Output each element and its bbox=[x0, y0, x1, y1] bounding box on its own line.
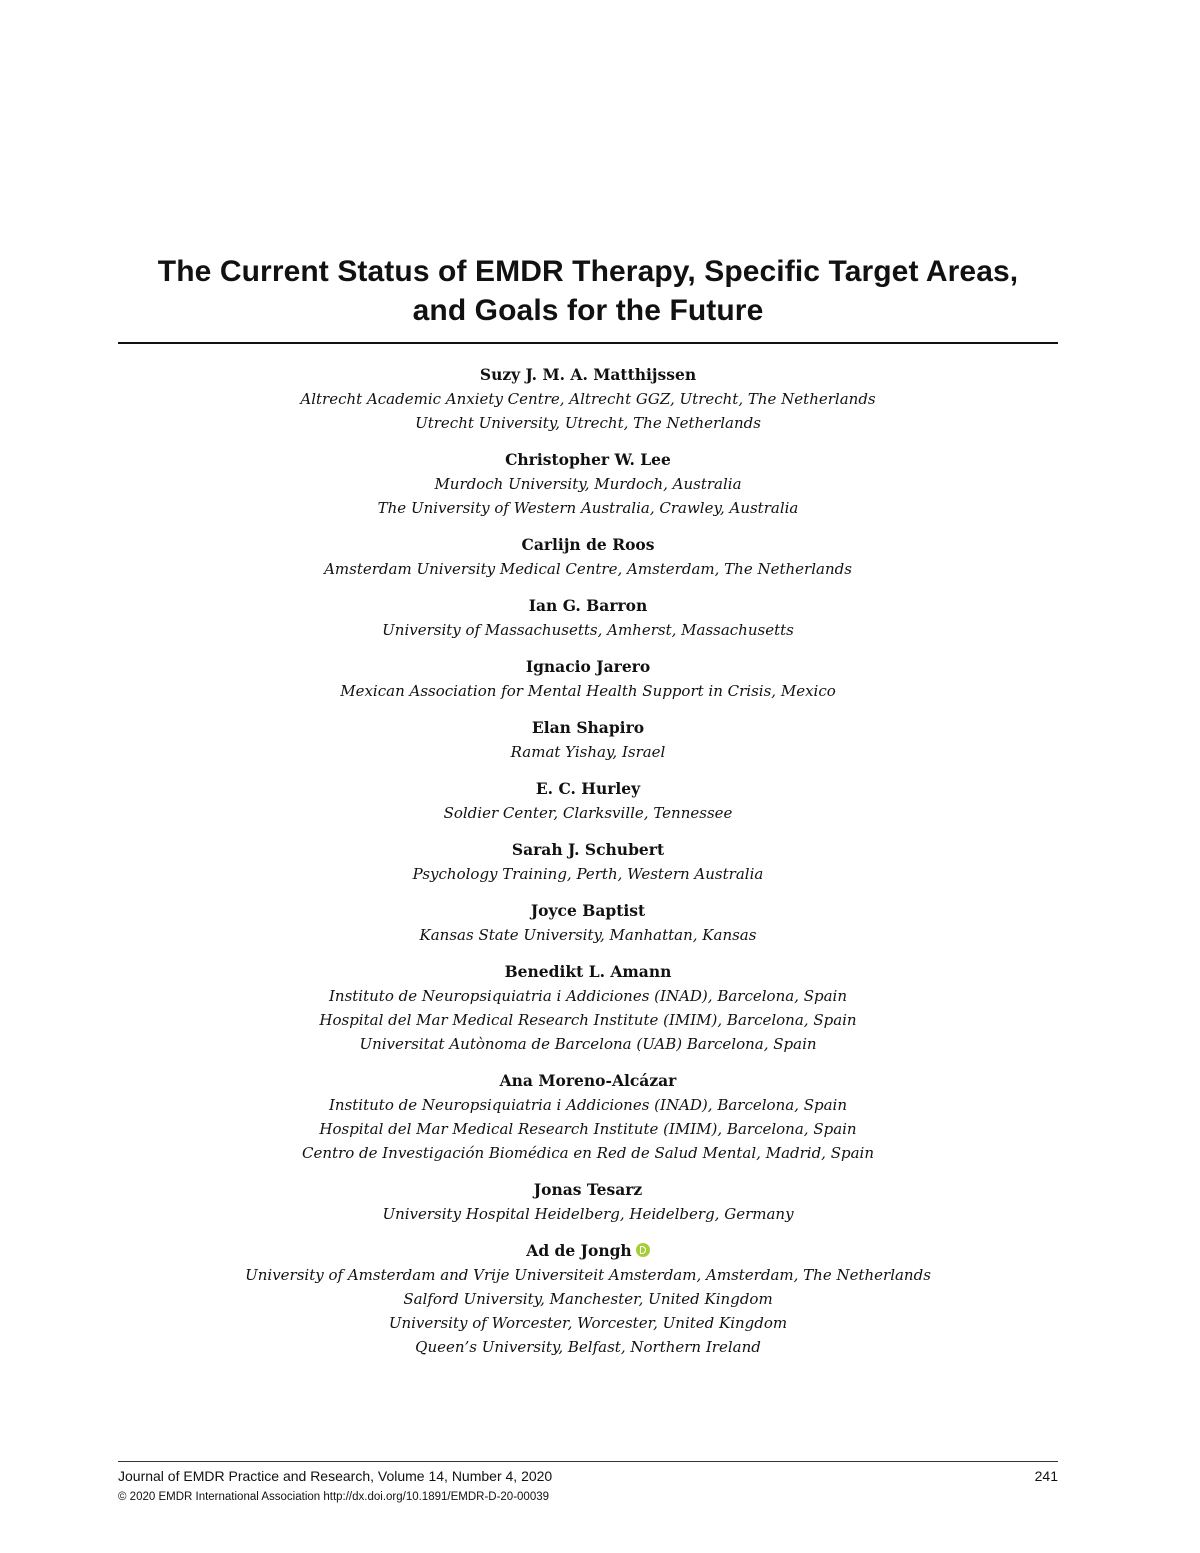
page-number: 241 bbox=[1034, 1468, 1058, 1484]
author-block bbox=[118, 594, 1058, 642]
journal-citation: Journal of EMDR Practice and Research, Volume 14, Number 4, 2020 bbox=[118, 1468, 553, 1484]
author-block bbox=[118, 716, 1058, 764]
article-title-line-2: and Goals for the Future bbox=[412, 294, 764, 327]
author-affiliation: University of Amsterdam and Vrije Universiteit Amsterdam, Amsterdam, The Netherlands bbox=[245, 1266, 931, 1284]
author-block bbox=[118, 899, 1058, 947]
author-name: Benedikt L. Amann bbox=[504, 962, 672, 981]
author-block bbox=[118, 655, 1058, 703]
author-block bbox=[118, 1178, 1058, 1226]
author-block bbox=[118, 777, 1058, 825]
author-name: E. C. Hurley bbox=[535, 779, 641, 798]
author-affiliation: Queen’s University, Belfast, Northern Ireland bbox=[415, 1338, 761, 1356]
author-affiliation: Centro de Investigación Biomédica en Red de Salud Mental, Madrid, Spain bbox=[301, 1144, 874, 1162]
author-list bbox=[118, 363, 1058, 1372]
author-name: Sarah J. Schubert bbox=[511, 840, 665, 859]
author-affiliation: Hospital del Mar Medical Research Institute (IMIM), Barcelona, Spain bbox=[319, 1011, 857, 1029]
author-name: Ad de Jongh bbox=[526, 1241, 632, 1260]
orcid-icon[interactable] bbox=[636, 1243, 650, 1257]
author-name: Elan Shapiro bbox=[531, 718, 645, 737]
author-affiliation: University of Massachusetts, Amherst, Massachusetts bbox=[382, 621, 794, 639]
author-affiliation: University of Worcester, Worcester, United Kingdom bbox=[388, 1314, 788, 1332]
author-affiliation: Instituto de Neuropsiquiatria i Addiciones (INAD), Barcelona, Spain bbox=[329, 987, 847, 1005]
author-name: Ana Moreno-Alcázar bbox=[499, 1071, 677, 1090]
copyright-doi: © 2020 EMDR International Association http://dx.doi.org/10.1891/EMDR-D-20-00039 bbox=[118, 1491, 550, 1503]
author-affiliation: Instituto de Neuropsiquiatria i Addiciones (INAD), Barcelona, Spain bbox=[329, 1096, 847, 1114]
author-block bbox=[118, 1239, 1058, 1359]
author-affiliation: Hospital del Mar Medical Research Institute (IMIM), Barcelona, Spain bbox=[319, 1120, 857, 1138]
author-affiliation: The University of Western Australia, Crawley, Australia bbox=[377, 499, 799, 517]
author-name: Christopher W. Lee bbox=[505, 450, 671, 469]
article-title-line-1: The Current Status of EMDR Therapy, Specific Target Areas, bbox=[157, 255, 1019, 288]
author-affiliation: Soldier Center, Clarksville, Tennessee bbox=[443, 804, 733, 822]
author-affiliation: Murdoch University, Murdoch, Australia bbox=[434, 475, 742, 493]
author-affiliation: University Hospital Heidelberg, Heidelberg, Germany bbox=[382, 1205, 794, 1223]
author-name-row bbox=[118, 1239, 1058, 1263]
author-name: Joyce Baptist bbox=[530, 901, 646, 920]
author-affiliation: Kansas State University, Manhattan, Kansas bbox=[419, 926, 757, 944]
author-block bbox=[118, 960, 1058, 1056]
author-name: Carlijn de Roos bbox=[521, 535, 655, 554]
author-affiliation: Ramat Yishay, Israel bbox=[510, 743, 666, 761]
author-block bbox=[118, 363, 1058, 435]
author-block bbox=[118, 448, 1058, 520]
author-block bbox=[118, 1069, 1058, 1165]
author-block bbox=[118, 838, 1058, 886]
author-affiliation: Universitat Autònoma de Barcelona (UAB) Barcelona, Spain bbox=[359, 1035, 817, 1053]
author-name: Ignacio Jarero bbox=[525, 657, 651, 676]
author-block bbox=[118, 533, 1058, 581]
title-divider bbox=[118, 342, 1058, 344]
author-affiliation: Utrecht University, Utrecht, The Netherlands bbox=[415, 414, 761, 432]
author-name: Ian G. Barron bbox=[528, 596, 648, 615]
author-affiliation: Salford University, Manchester, United Kingdom bbox=[403, 1290, 773, 1308]
author-affiliation: Amsterdam University Medical Centre, Amsterdam, The Netherlands bbox=[324, 560, 852, 578]
author-name: Suzy J. M. A. Matthijssen bbox=[479, 365, 697, 384]
author-affiliation: Psychology Training, Perth, Western Australia bbox=[412, 865, 764, 883]
article-title bbox=[118, 252, 1058, 330]
footer-divider bbox=[118, 1461, 1058, 1462]
author-affiliation: Altrecht Academic Anxiety Centre, Altrecht GGZ, Utrecht, The Netherlands bbox=[300, 390, 876, 408]
author-name: Jonas Tesarz bbox=[533, 1180, 643, 1199]
author-affiliation: Mexican Association for Mental Health Support in Crisis, Mexico bbox=[340, 682, 836, 700]
